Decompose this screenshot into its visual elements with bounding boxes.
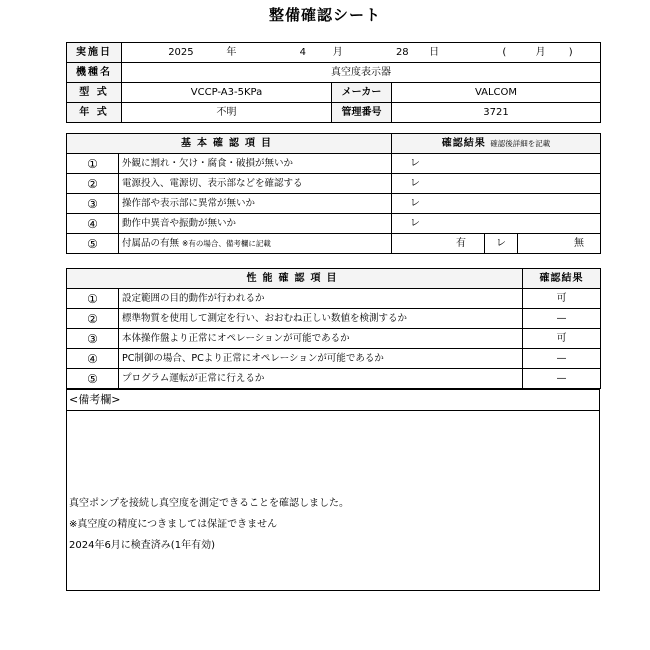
mgmt-label: 管理番号: [332, 103, 392, 123]
date-day: 28: [395, 46, 409, 58]
basic-check-table: [66, 133, 601, 254]
result-value: —: [523, 309, 601, 329]
item-number: ①: [67, 154, 119, 174]
check-mark: レ: [392, 154, 601, 174]
check-mark: レ: [392, 194, 601, 214]
table-row: [67, 289, 601, 309]
basic-result-title: 確認結果: [441, 137, 486, 149]
mgmt-value: 3721: [392, 103, 601, 123]
accessory-no: 無: [518, 234, 601, 254]
item-number: ⑤: [67, 369, 119, 389]
item-text: [119, 234, 392, 254]
result-value: —: [523, 369, 601, 389]
item-text: 標準物質を使用して測定を行い、おおむね正しい数値を検測するか: [119, 309, 523, 329]
item-text: PC制御の場合、PCより正常にオペレーションが可能であるか: [119, 349, 523, 369]
date-year-unit: 年: [226, 46, 237, 58]
maker-label: メーカー: [332, 83, 392, 103]
model-row: [67, 83, 601, 103]
table-row: [67, 349, 601, 369]
performance-result-header: 確認結果: [523, 269, 601, 289]
type-row: [67, 63, 601, 83]
basic-result-note: 確認後詳細を記載: [490, 138, 551, 148]
year-row: [67, 103, 601, 123]
item-text: 本体操作盤より正常にオペレーションが可能であるか: [119, 329, 523, 349]
info-table: [66, 42, 601, 123]
result-value: 可: [523, 329, 601, 349]
item-text: 設定範囲の目的動作が行われるか: [119, 289, 523, 309]
date-value: [122, 43, 601, 63]
year-value: 不明: [122, 103, 332, 123]
note-line: ※真空度の精度につきましては保証できません: [69, 519, 278, 530]
note-line: 真空ポンプを接続し真空度を測定できることを確認しました。: [69, 498, 349, 509]
date-year: 2025: [168, 46, 194, 58]
note-line: 2024年6月に検査済み(1年有効): [69, 540, 215, 551]
item-number: ②: [67, 174, 119, 194]
table-row: [67, 214, 601, 234]
date-row: [67, 43, 601, 63]
accessory-text: 付属品の有無: [122, 237, 180, 249]
date-day-unit: 日: [429, 46, 440, 58]
item-number: ⑤: [67, 234, 119, 254]
table-row: [67, 194, 601, 214]
item-number: ④: [67, 349, 119, 369]
table-row: [67, 174, 601, 194]
item-number: ①: [67, 289, 119, 309]
item-number: ③: [67, 194, 119, 214]
type-label: 機種名: [67, 63, 122, 83]
result-value: —: [523, 349, 601, 369]
item-text: 動作中異音や振動が無いか: [119, 214, 392, 234]
page-title: 整備確認シート: [268, 6, 381, 24]
item-text: 外観に割れ・欠け・腐食・破損が無いか: [119, 154, 392, 174]
check-mark: レ: [485, 234, 518, 254]
notes-box: [66, 389, 600, 591]
table-row: [67, 309, 601, 329]
item-text: プログラム運転が正常に行えるか: [119, 369, 523, 389]
year-label: 年 式: [67, 103, 122, 123]
basic-header-row: [67, 134, 601, 154]
performance-header: 性能確認項目: [67, 269, 523, 289]
accessory-row: [67, 234, 601, 254]
notes-header: <備考欄>: [67, 390, 599, 411]
item-number: ③: [67, 329, 119, 349]
item-number: ②: [67, 309, 119, 329]
check-mark: レ: [392, 214, 601, 234]
item-text: 電源投入、電源切、表示部などを確認する: [119, 174, 392, 194]
date-label: 実施日: [67, 43, 122, 63]
table-row: [67, 329, 601, 349]
accessory-note: ※有の場合、備考欄に記載: [182, 238, 271, 248]
accessory-yes: 有: [392, 234, 485, 254]
model-label: 型 式: [67, 83, 122, 103]
check-mark: レ: [392, 174, 601, 194]
item-number: ④: [67, 214, 119, 234]
performance-check-table: [66, 268, 601, 389]
weekday-close: ): [568, 46, 573, 58]
model-value: VCCP-A3-5KPa: [122, 83, 332, 103]
basic-header: 基本確認項目: [67, 134, 392, 154]
weekday-open: (: [502, 46, 507, 58]
type-value: 真空度表示器: [122, 63, 601, 83]
result-value: 可: [523, 289, 601, 309]
performance-header-row: [67, 269, 601, 289]
basic-result-header: [392, 134, 601, 154]
weekday: 月: [535, 46, 546, 58]
table-row: [67, 154, 601, 174]
table-row: [67, 369, 601, 389]
date-month: 4: [299, 46, 306, 58]
date-month-unit: 月: [332, 46, 343, 58]
item-text: 操作部や表示部に異常が無いか: [119, 194, 392, 214]
maker-value: VALCOM: [392, 83, 601, 103]
